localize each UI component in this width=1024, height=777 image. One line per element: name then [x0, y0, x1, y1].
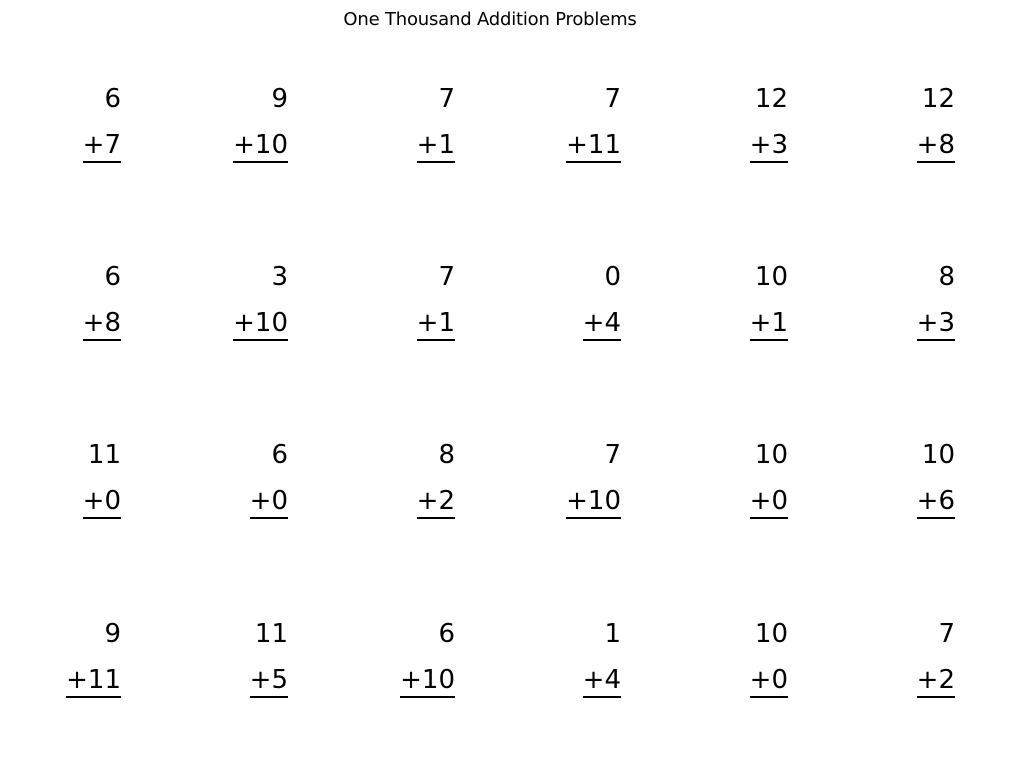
- addend-top: 6: [104, 262, 121, 292]
- problem: [835, 264, 955, 341]
- addend-top: 12: [754, 84, 788, 114]
- problem: [501, 264, 621, 341]
- problem: [168, 621, 288, 698]
- problem: [668, 442, 788, 519]
- addend-bottom: +10: [566, 488, 621, 519]
- addend-top: 6: [438, 619, 455, 649]
- problem: [668, 86, 788, 163]
- worksheet-title: One Thousand Addition Problems: [343, 9, 637, 30]
- problem: [168, 442, 288, 519]
- addend-top: 7: [604, 440, 621, 470]
- problem: [835, 86, 955, 163]
- addend-bottom: +3: [917, 310, 955, 341]
- addend-bottom: +3: [750, 132, 788, 163]
- problem: [1, 264, 121, 341]
- addend-top: 12: [921, 84, 955, 114]
- addend-bottom: +2: [417, 488, 455, 519]
- addend-bottom: +11: [66, 667, 121, 698]
- addend-bottom: +1: [417, 310, 455, 341]
- addend-bottom: +10: [233, 310, 288, 341]
- addend-top: 10: [754, 440, 788, 470]
- addend-bottom: +2: [917, 667, 955, 698]
- addend-top: 0: [604, 262, 621, 292]
- problem: [1, 621, 121, 698]
- addend-bottom: +8: [83, 310, 121, 341]
- addend-top: 11: [87, 440, 121, 470]
- problem: [501, 86, 621, 163]
- addend-top: 7: [438, 262, 455, 292]
- addend-top: 7: [438, 84, 455, 114]
- addend-top: 8: [938, 262, 955, 292]
- problem: [501, 621, 621, 698]
- problem: [335, 621, 455, 698]
- addend-top: 10: [921, 440, 955, 470]
- addend-top: 7: [938, 619, 955, 649]
- addend-bottom: +1: [417, 132, 455, 163]
- addend-top: 10: [754, 619, 788, 649]
- problem: [835, 442, 955, 519]
- problem: [335, 86, 455, 163]
- problem: [668, 264, 788, 341]
- addend-bottom: +8: [917, 132, 955, 163]
- addend-bottom: +0: [750, 488, 788, 519]
- addend-top: 6: [271, 440, 288, 470]
- problem: [668, 621, 788, 698]
- addend-top: 11: [254, 619, 288, 649]
- addend-bottom: +4: [583, 310, 621, 341]
- problem: [168, 264, 288, 341]
- addend-top: 9: [271, 84, 288, 114]
- problem: [1, 86, 121, 163]
- problem: [835, 621, 955, 698]
- addend-bottom: +5: [250, 667, 288, 698]
- addend-top: 3: [271, 262, 288, 292]
- addend-bottom: +0: [750, 667, 788, 698]
- problem: [168, 86, 288, 163]
- addend-bottom: +1: [750, 310, 788, 341]
- addend-top: 9: [104, 619, 121, 649]
- problem: [1, 442, 121, 519]
- addend-bottom: +0: [250, 488, 288, 519]
- problem: [335, 442, 455, 519]
- addend-top: 8: [438, 440, 455, 470]
- addend-bottom: +10: [233, 132, 288, 163]
- addend-bottom: +10: [400, 667, 455, 698]
- addend-top: 6: [104, 84, 121, 114]
- problem: [501, 442, 621, 519]
- addend-bottom: +6: [917, 488, 955, 519]
- addend-bottom: +11: [566, 132, 621, 163]
- addend-bottom: +4: [583, 667, 621, 698]
- addend-top: 10: [754, 262, 788, 292]
- addend-bottom: +7: [83, 132, 121, 163]
- addend-top: 1: [604, 619, 621, 649]
- addend-bottom: +0: [83, 488, 121, 519]
- problem: [335, 264, 455, 341]
- addend-top: 7: [604, 84, 621, 114]
